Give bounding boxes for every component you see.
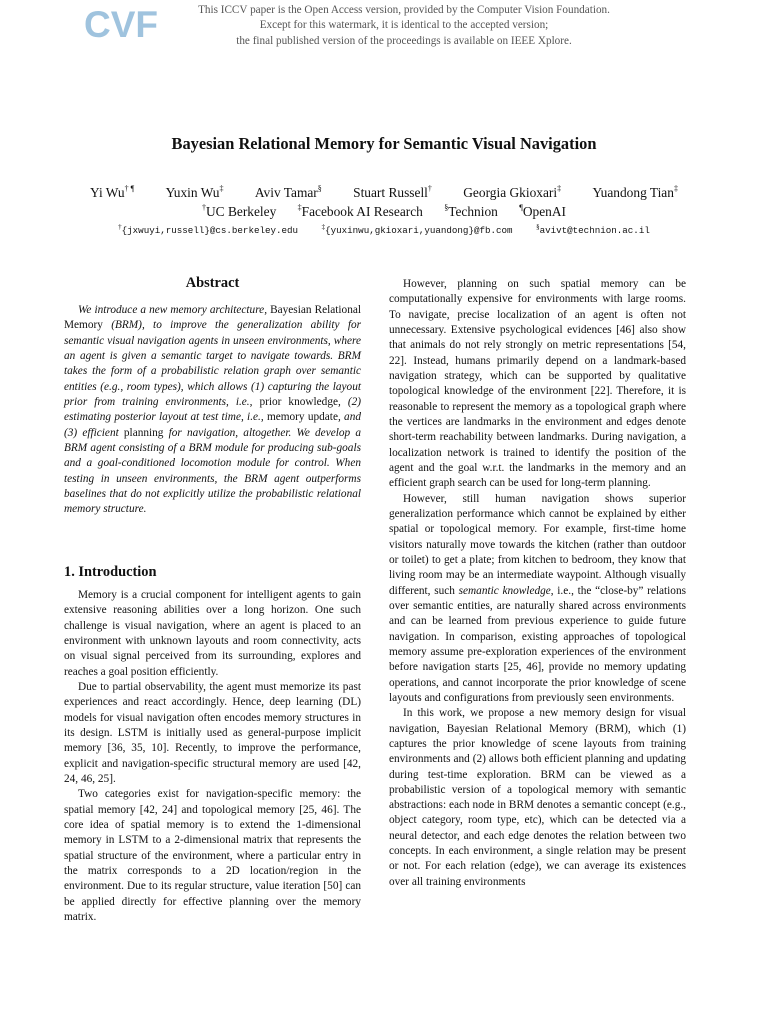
affiliation: §Technion — [444, 203, 498, 219]
body-paragraph: In this work, we propose a new memory design for visual navigation, Bayesian Relational Memory (BRM), which (1) captures the prior knowledge of scene layouts from training environments and (2) allows both efficient planning and updating during test-time exploration. BRM can be viewed as a probabilistic version of a topological memory with semantic abstractions: each node in BRM denotes a semantic concept (e.g., object category, room type, etc), which can be detected via a neural detector, and each edge denotes the relation between two concepts. In each environment, a single relation may be present or not. For each relation (edge), we can average its existences over all training environments — [389, 707, 686, 888]
body-paragraph: Two categories exist for navigation-specific memory: the spatial memory [42, 24] and topological memory [25, 46]. The core idea of spatial memory is to extend the 1-dimensional memory in LSTM to a 2-dimensional matrix that represents the spatial structure of the environment, where a particular entry in the matrix corresponds to a 2D location/region in the environment. Due to its regular structure, value iteration [50] can be applied directly for effective planning over the memory matrix. — [64, 788, 361, 923]
watermark-line: the final published version of the proceedings is available on IEEE Xplore. — [236, 34, 572, 47]
author: Yuandong Tian‡ — [592, 184, 678, 200]
abstract-heading: Abstract — [185, 275, 240, 291]
email: ‡{yuxinwu,gkioxari,yuandong}@fb.com — [321, 223, 513, 236]
author-list — [0, 183, 768, 203]
body-paragraph: However, still human navigation shows superior generalization performance which cannot be explained by either spatial or topological memory. For example, first-time home visitors naturally move towards the kitchen (rather than outdoor or toilet) to get a plate; from kitchen to bedroom, they know that living room may be an intermediate waypoint. Although visually different, such semantic knowledge, i.e., the “close-by” relations over semantic entities, are naturally shared across environments and can be learned from previous experience to guide future navigation. In comparison, existing approaches of topological memory assume pre-exploration experiences of the environment before navigation starts [25, 46], provide no memory updating operations, and cannot incorporate the prior knowledge of scene layouts and configurations from previously seen environments. — [389, 492, 686, 704]
author: Yi Wu† ¶ — [90, 184, 135, 200]
author: Georgia Gkioxari‡ — [463, 184, 562, 200]
author: Aviv Tamar§ — [254, 184, 322, 200]
introduction-body — [64, 588, 361, 925]
cvf-logo-text: CVF — [84, 4, 158, 45]
author: Yuxin Wu‡ — [165, 184, 224, 200]
email-list — [0, 224, 768, 238]
right-column-body — [389, 277, 686, 890]
cvf-logo — [84, 4, 158, 45]
body-paragraph: Memory is a crucial component for intelligent agents to gain extensive reasoning abilities over a long horizon. One such challenge is visual navigation, where an agent is placed to an environment with unknown layouts and room connectivity, acts on visual signal perceived from its surrounding, explores and reaches a goal position efficiently. — [64, 589, 361, 678]
watermark-line: Except for this watermark, it is identical to the accepted version; — [259, 19, 549, 32]
abstract-paragraph: We introduce a new memory architecture, Bayesian Relational Memory (BRM), to improve the generalization ability for semantic visual navigation agents in unseen environments, where an agent is given a semantic target to navigate towards. BRM takes the form of a probabilistic relation graph over semantic entities (e.g., room types), which allows (1) capturing the layout prior from training environments, i.e., prior knowledge, (2) estimating posterior layout at test time, i.e., memory update, and (3) efficient planning for navigation, altogether. We develop a BRM agent consisting of a BRM module for producing sub-goals and a goal-conditioned locomotion module for control. When testing in unseen environments, the BRM agent outperforms baselines that do not explicitly utilize the probabilistic relational memory structure. — [64, 304, 361, 516]
email: †{jxwuyi,russell}@cs.berkeley.edu — [118, 223, 299, 236]
introduction-heading: 1. Introduction — [64, 564, 157, 580]
paper-title: Bayesian Relational Memory for Semantic Visual Navigation — [171, 134, 597, 153]
body-paragraph: Due to partial observability, the agent must memorize its past experiences and react accordingly. Hence, deep learning (DL) models for visual navigation often encodes memory structures in its design. LSTM is initially used as general-purpose implicit memory [36, 35, 10]. Recently, to improve the performance, explicit and navigation-specific structural memory are used [42, 24, 46, 25]. — [64, 680, 361, 785]
open-access-watermark — [150, 3, 658, 49]
affiliation: ‡Facebook AI Research — [297, 203, 423, 219]
affiliation: ¶OpenAI — [519, 203, 566, 219]
abstract-body — [64, 303, 361, 518]
watermark-line: This ICCV paper is the Open Access version, provided by the Computer Vision Foundation. — [198, 4, 610, 16]
affiliation: †UC Berkeley — [202, 203, 277, 219]
body-paragraph: However, planning on such spatial memory can be computationally expensive for environments with large rooms. To navigate, precise localization of an agent is often not unnecessary. Extensive psychological evidences [46] also show that animals do not rely strongly on metric representations [54, 22]. Instead, humans primarily depend on a landmark-based navigation strategy, which can be supported by qualitative topological knowledge of the environment [22]. Therefore, it is reasonable to represent the memory as a topological graph where the vertices are landmarks in the environment and edges denote short-term reachability between landmarks. During navigation, a localization network is trained to identify the position of the agent and the goal w.r.t. the landmarks in the memory and an efficient graph search can be used for long-term planning. — [389, 278, 686, 490]
affiliation-list — [0, 202, 768, 222]
author: Stuart Russell† — [353, 184, 432, 200]
email: §avivt@technion.ac.il — [536, 223, 650, 236]
